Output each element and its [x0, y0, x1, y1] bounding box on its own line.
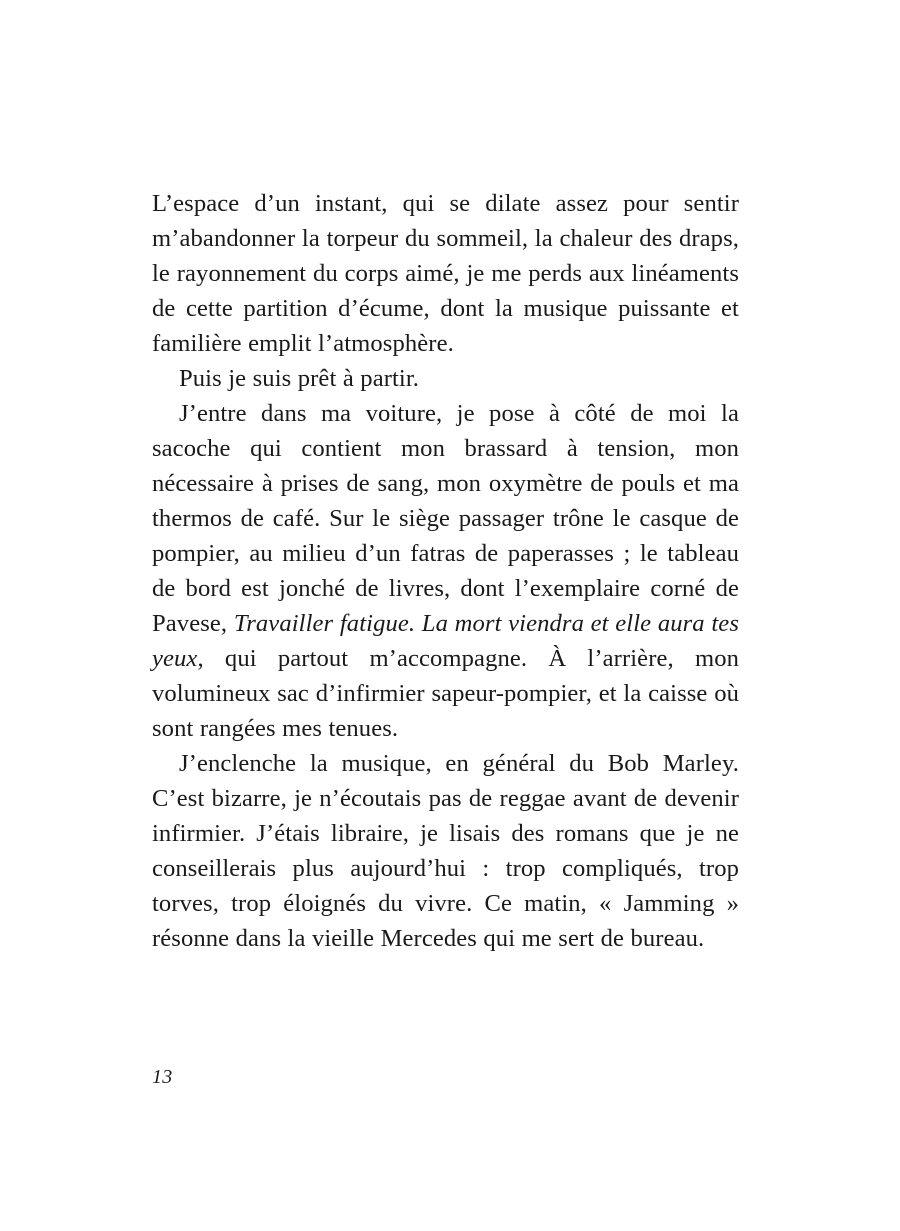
book-title-citation: Travailler fatigue. La mort viendra et elle aura tes yeux	[152, 610, 739, 672]
page-number: 13	[152, 1066, 173, 1088]
paragraph-3-tail: , qui partout m’accompagne. À l’arrière, mon volumineux sac d’infirmier sapeur-pompier, et la caisse où sont rangées mes tenues.	[152, 645, 739, 742]
page-text-block	[152, 186, 739, 956]
paragraph-3-lead: J’entre dans ma voiture, je pose à côté de moi la sacoche qui contient mon brassard à tension, mon nécessaire à prises de sang, mon oxymètre de pouls et ma thermos de café. Sur le siège passager trône le casque de pompier, au milieu d’un fatras de paperasses ; le tableau de bord est jonché de livres, dont l’exemplaire corné de Pavese,	[152, 400, 739, 637]
paragraph-3	[152, 396, 739, 746]
paragraph-4: J’enclenche la musique, en général du Bob Marley. C’est bizarre, je n’écoutais pas de reggae avant de devenir infirmier. J’étais libraire, je lisais des romans que je ne conseillerais plus aujourd’hui : trop compliqués, trop torves, trop éloignés du vivre. Ce matin, « Jamming » résonne dans la vieille Mercedes qui me sert de bureau.	[152, 750, 739, 952]
paragraph-2: Puis je suis prêt à partir.	[179, 365, 420, 392]
paragraph-1: L’espace d’un instant, qui se dilate assez pour sentir m’abandonner la torpeur du sommeil, la chaleur des draps, le rayonnement du corps aimé, je me perds aux linéaments de cette partition d’écume, dont la musique puissante et familière emplit l’atmosphère.	[152, 190, 739, 357]
